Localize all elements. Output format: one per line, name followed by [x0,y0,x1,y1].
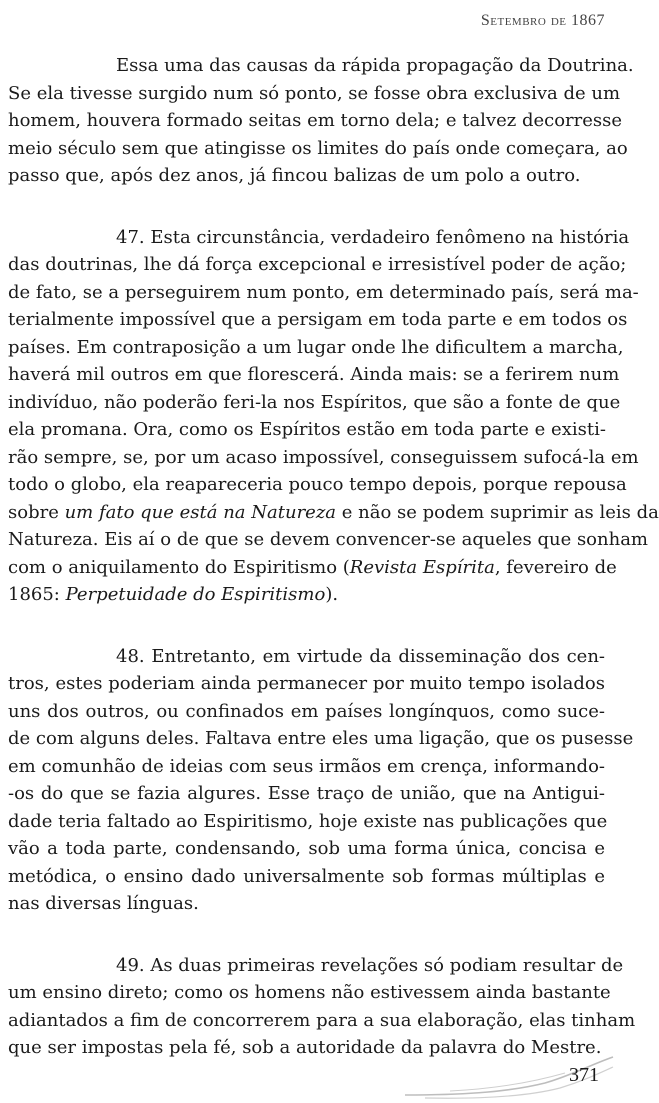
text-run: ). [325,584,339,605]
text-line: 49. As duas primeiras revelações só podiam resultar de [116,954,624,976]
text-line: Essa uma das causas da rápida propagação da Doutrina. [116,55,634,76]
text-line: de fato, se a perseguirem num ponto, em determinado país, será ma- [8,281,639,303]
running-header [481,12,605,30]
text-line: Natureza. Eis aí o de que se devem convencer-se aqueles que sonham [8,529,649,550]
text-line: de com alguns deles. Faltava entre eles uma ligação, que os pusesse [8,728,634,749]
text-line: terialmente impossível que a persigam em toda parte e em todos os [8,309,628,330]
text-line: ela promana. Ora, como os Espíritos estão em toda parte e existi- [8,419,606,440]
text-line: -os do que se fazia algures. Esse traço de união, que na Antigui- [8,783,605,804]
page-body [8,52,659,1096]
text-line: das doutrinas, lhe dá força excepcional e irresistível poder de ação; [8,254,627,275]
text-line [8,581,605,609]
text-line: todo o globo, ela reapareceria pouco tempo depois, porque repousa [8,474,627,495]
text-line: países. Em contraposição a um lugar onde lhe dificultem a marcha, [8,336,624,358]
text-line: passo que, após dez anos, já fincou balizas de um polo a outro. [8,165,581,186]
text-line: 47. Esta circunstância, verdadeiro fenômeno na história [116,226,630,248]
italic-citation: Perpetuidade do Espiritismo [65,584,326,605]
text-line: metódica, o ensino dado universalmente sob formas múltiplas e [8,865,605,887]
page-number: 371 [569,1064,599,1086]
text-line [8,554,617,582]
paragraph-48 [8,643,634,918]
text-line: em comunhão de ideias com seus irmãos em crença, informando- [8,755,605,777]
running-title: Setembro de 1867 [480,12,605,29]
page-footer [395,1043,615,1103]
text-line: que ser impostas pela fé, sob a autoridade da palavra do Mestre. [8,1037,602,1058]
text-line: vão a toda parte, condensando, sob uma forma única, concisa e [8,838,605,859]
paragraph-47 [8,224,659,609]
text-run: 1865: [8,584,66,605]
italic-phrase: um fato que está na Natureza [64,501,337,523]
italic-citation: Revista Espírita [349,556,495,578]
text-run: e não se podem suprimir as leis da [336,501,659,523]
text-line: um ensino direto; como os homens não estivessem ainda bastante [8,982,611,1003]
text-line: Se ela tivesse surgido num só ponto, se fosse obra exclusiva de um [8,82,621,104]
text-line: 48. Entretanto, em virtude da disseminação dos cen- [116,645,605,667]
paragraph-1 [8,52,634,190]
text-run: com o aniquilamento do Espiritismo ( [8,556,350,578]
text-line: dade teria faltado ao Espiritismo, hoje existe nas publicações que [8,810,608,832]
text-line: rão sempre, se, por um acaso impossível, conseguissem sufocá-la em [8,446,639,468]
text-line [8,499,659,527]
text-run: , fevereiro de [494,556,617,578]
text-line: homem, houvera formado seitas em torno dela; e talvez decorresse [8,110,623,131]
text-line: haverá mil outros em que florescerá. Ainda mais: se a ferirem num [8,364,620,385]
text-line: meio século sem que atingisse os limites do país onde começara, ao [8,137,628,159]
text-run: sobre [8,501,65,523]
text-line: nas diversas línguas. [8,893,199,914]
text-line: indivíduo, não poderão feri-la nos Espíritos, que são a fonte de que [8,391,621,413]
text-line: uns dos outros, ou confinados em países longínquos, como suce- [8,700,605,722]
text-line: adiantados a fim de concorrerem para a sua elaboração, elas tinham [8,1009,636,1031]
text-line: tros, estes poderiam ainda permanecer por muito tempo isolados [8,673,605,694]
